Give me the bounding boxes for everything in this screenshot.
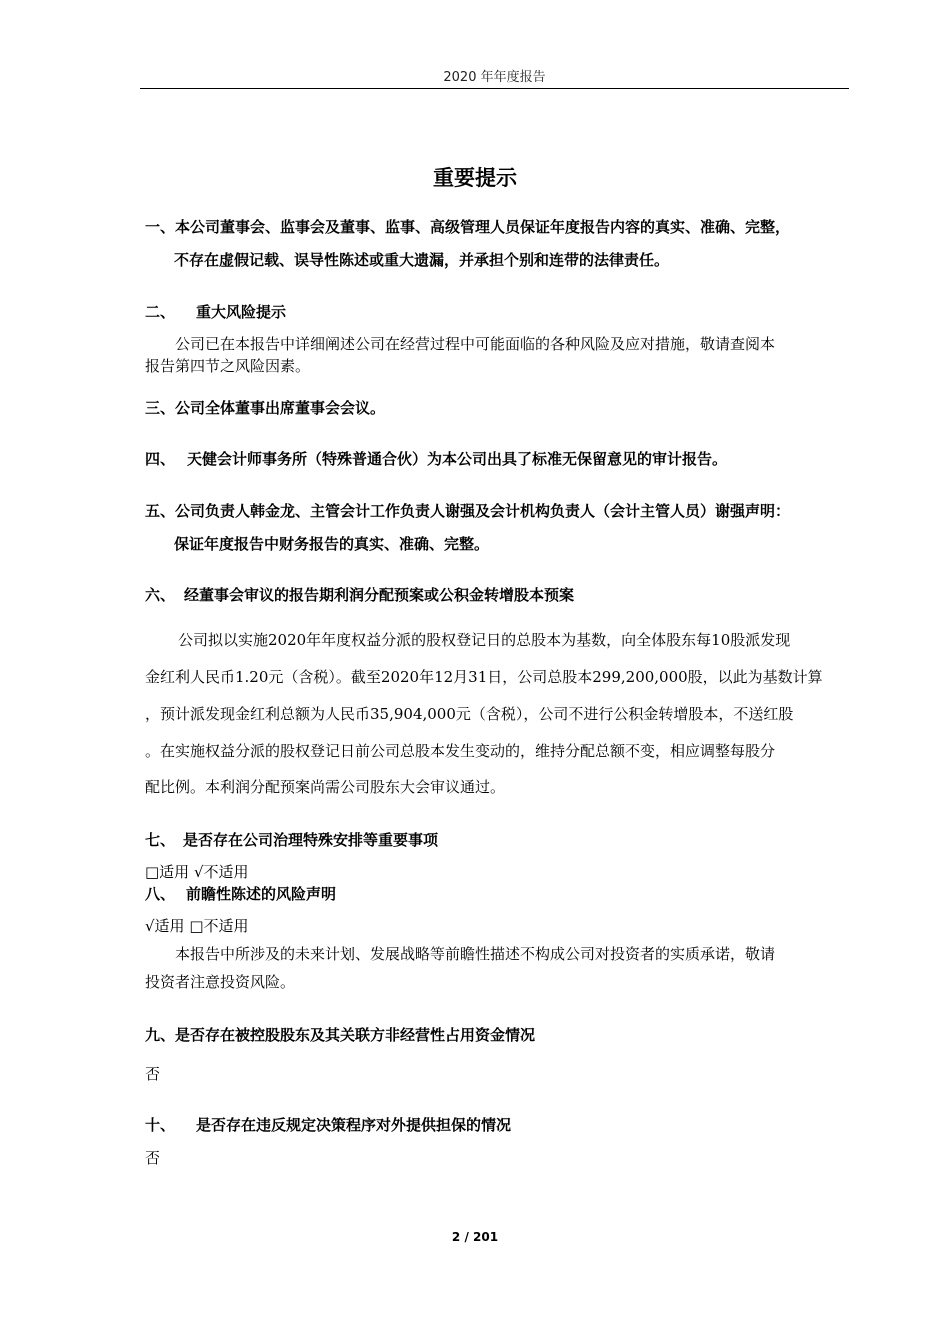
s6-body-line4: 。在实施权益分派的股权登记日前公司总股本发生变动的，维持分配总额不变，相应调整每股分 [145, 742, 776, 760]
s6-body-line3: ，预计派发现金红利总额为人民币35,904,000元（含税），公司不进行公积金转增股本，不送红股 [145, 705, 794, 723]
page-number: 2 / 201 [451, 1230, 499, 1244]
s5-line1: 五、公司负责人韩金龙、主管会计工作负责人谢强及会计机构负责人（会计主管人员）谢强声明： [145, 502, 791, 520]
s2-body-line1: 公司已在本报告中详细阐述公司在经营过程中可能面临的各种风险及应对措施，敬请查阅本 [175, 335, 776, 353]
s3-text: 三、公司全体董事出席董事会会议。 [145, 399, 386, 417]
s10-heading: 是否存在违反规定决策程序对外提供担保的情况 [196, 1116, 512, 1134]
s8-body-line1: 本报告中所涉及的未来计划、发展战略等前瞻性描述不构成公司对投资者的实质承诺，敬请 [175, 945, 776, 963]
s8-option: √适用 □不适用 [145, 917, 249, 935]
s6-heading: 经董事会审议的报告期利润分配预案或公积金转增股本预案 [184, 586, 575, 604]
s7-number: 七、 [145, 831, 176, 849]
s9-heading: 九、是否存在被控股股东及其关联方非经营性占用资金情况 [145, 1026, 536, 1044]
s2-body-line2: 报告第四节之风险因素。 [145, 357, 311, 375]
s2-heading: 重大风险提示 [196, 303, 287, 321]
s4-number: 四、 [145, 450, 176, 468]
s1-line1: 一、本公司董事会、监事会及董事、监事、高级管理人员保证年度报告内容的真实、准确、完整， [145, 218, 791, 236]
s5-line2: 保证年度报告中财务报告的真实、准确、完整。 [174, 535, 490, 553]
s8-heading: 前瞻性陈述的风险声明 [186, 885, 337, 903]
s8-number: 八、 [145, 885, 176, 903]
s2-number: 二、 [145, 303, 176, 321]
s7-heading: 是否存在公司治理特殊安排等重要事项 [183, 831, 439, 849]
s6-number: 六、 [145, 586, 176, 604]
header-rule [140, 88, 849, 89]
s6-body-line5: 配比例。本利润分配预案尚需公司股东大会审议通过。 [145, 778, 506, 796]
page-title: 重要提示 [433, 166, 517, 190]
s6-body-line2: 金红利人民币1.20元（含税）。截至2020年12月31日，公司总股本299,200,000股，以此为基数计算 [145, 668, 823, 686]
s4-heading: 天健会计师事务所（特殊普通合伙）为本公司出具了标准无保留意见的审计报告。 [187, 450, 728, 468]
s7-option: □适用 √不适用 [145, 863, 249, 881]
s9-answer: 否 [145, 1065, 161, 1083]
s6-body-line1: 公司拟以实施2020年年度权益分派的股权登记日的总股本为基数，向全体股东每10股派发现 [178, 631, 791, 649]
s10-answer: 否 [145, 1149, 161, 1167]
s1-line2: 不存在虚假记载、误导性陈述或重大遗漏，并承担个别和连带的法律责任。 [174, 251, 670, 269]
s8-body-line2: 投资者注意投资风险。 [145, 973, 296, 991]
s10-number: 十、 [145, 1116, 176, 1134]
running-header: 2020 年年度报告 [443, 70, 546, 85]
